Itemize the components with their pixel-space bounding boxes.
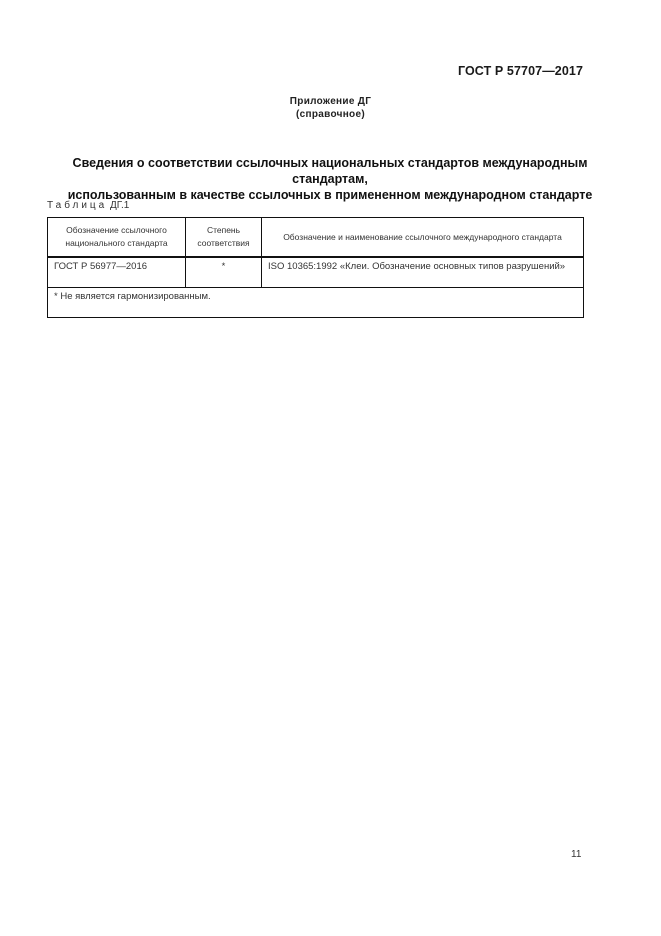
reference-standards-table	[47, 217, 584, 318]
table-caption-word: Таблица	[47, 200, 108, 211]
appendix-title: Приложение ДГ	[289, 96, 372, 107]
table-footnote-row	[48, 288, 584, 318]
column-header-international-standard: Обозначение и наименование ссылочного международного стандарта	[262, 218, 584, 258]
table-header-row	[48, 218, 584, 258]
appendix-heading	[0, 95, 661, 121]
cell-national-standard: ГОСТ Р 56977—2016	[48, 257, 186, 288]
table-footnote: * Не является гармонизированным.	[48, 288, 584, 318]
section-title	[40, 155, 620, 203]
section-title-line-1: Сведения о соответствии ссылочных национальных стандартов международным стандартам,	[72, 156, 588, 186]
table-row	[48, 257, 584, 288]
cell-degree: *	[186, 257, 262, 288]
table-caption	[47, 200, 129, 211]
column-header-degree: Степень соответствия	[186, 218, 262, 258]
document-standard-id: ГОСТ Р 57707—2017	[457, 64, 583, 78]
column-header-national-standard: Обозначение ссылочного национального стандарта	[48, 218, 186, 258]
section-title-line-2: использованным в качестве ссылочных в примененном международном стандарте	[67, 188, 593, 202]
appendix-subtitle: (справочное)	[296, 109, 365, 120]
page-number: 11	[571, 849, 582, 860]
table-caption-id: ДГ.1	[110, 200, 130, 211]
cell-international-standard: ISO 10365:1992 «Клеи. Обозначение основных типов разрушений»	[262, 257, 584, 288]
